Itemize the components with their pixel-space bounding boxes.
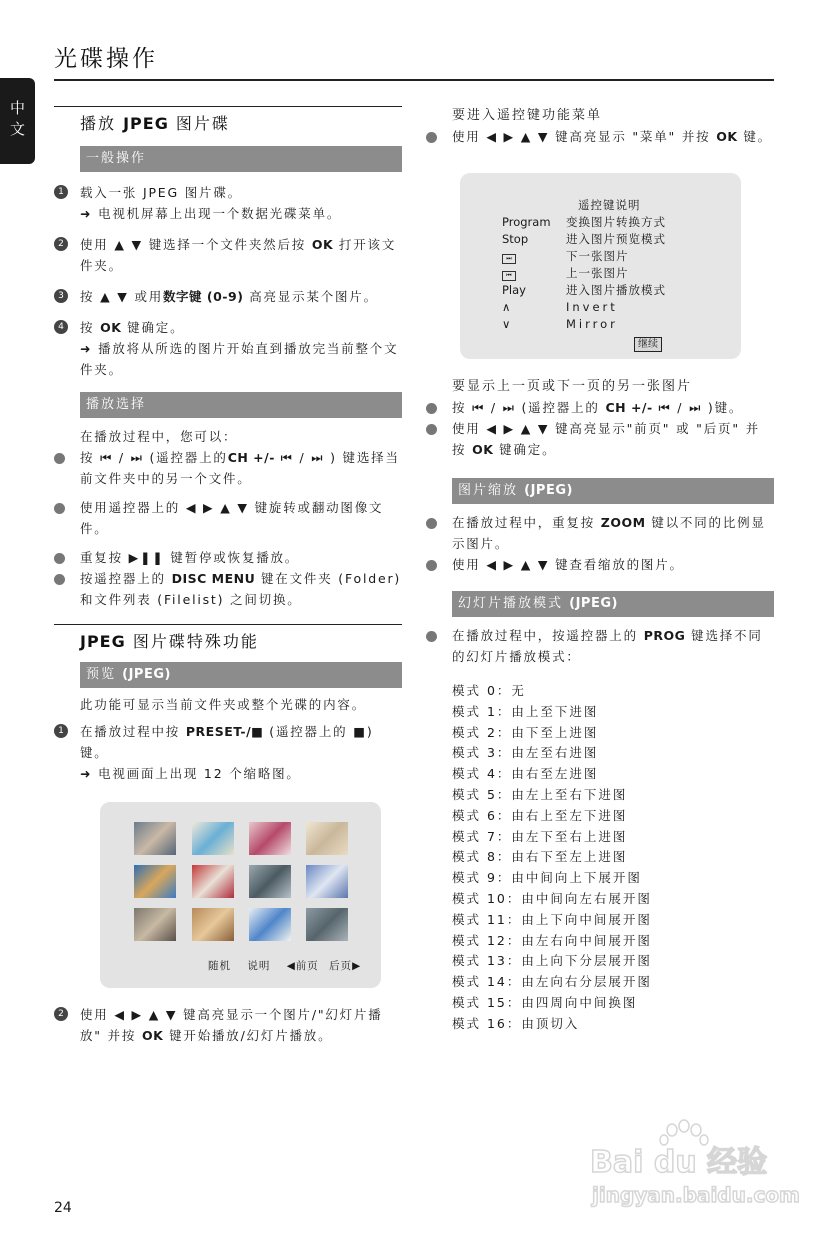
mode-item: 模式 10：由中间向左右展开图 — [452, 890, 652, 906]
random-label[interactable]: 随机 — [208, 960, 231, 972]
thumbnail-image — [192, 822, 234, 855]
bullet-zoom-view: 使用 ◀ ▶ ▲ ▼ 键查看缩放的图片。 — [426, 554, 774, 575]
mode-item: 模式 15：由四周向中间换图 — [452, 994, 638, 1010]
watermark-brand: Bai du 经验 — [590, 1145, 768, 1180]
bullet-zoom: 在播放过程中，重复按 ZOOM 键以不同的比例显示图片。 — [426, 512, 774, 554]
left-column — [54, 106, 402, 1046]
mode-item: 模式 3：由左至右进图 — [452, 745, 599, 761]
thumbnail-image — [249, 908, 291, 941]
thumbnail-image — [134, 865, 176, 898]
bullet-prev-next: 按 ⏮ / ⏭ (遥控器上的CH +/- ⏮ / ⏭ ) 键选择当前文件夹中的另一个文件。 — [54, 447, 402, 489]
menu-row: ∨ Mirror — [502, 317, 618, 331]
thumbnail-preview-screen — [100, 802, 381, 988]
playback-intro: 在播放过程中，您可以： — [80, 429, 238, 444]
thumbnail-image — [306, 822, 348, 855]
step-3: 3 按 ▲ ▼ 或用数字键 (0-9) 高亮显示某个图片。 — [54, 286, 402, 307]
menu-row: Play 进入图片播放模式 — [502, 283, 666, 297]
mode-item: 模式 5：由左上至右下进图 — [452, 786, 628, 802]
step-2: 2 使用 ▲ ▼ 键选择一个文件夹然后按 OK 打开该文件夹。 — [54, 234, 402, 276]
title-rule — [54, 79, 774, 81]
bar-general-operation: 一般操作 — [80, 146, 402, 172]
subheading-remote-menu: 要进入遥控键功能菜单 — [452, 108, 603, 123]
bullet-page-highlight: 使用 ◀ ▶ ▲ ▼ 键高亮显示"前页" 或 "后页" 并按 OK 键确定。 — [426, 418, 774, 460]
preview-step-1: 1 在播放过程中按 PRESET-/■ (遥控器上的 ■) 键。 ➜ 电视画面上出现 12 个缩略图。 — [54, 721, 402, 784]
mode-item: 模式 9：由中间向上下展开图 — [452, 870, 642, 886]
menu-title: 遥控键说明 — [578, 198, 641, 212]
bar-slideshow: 幻灯片播放模式 (JPEG) — [452, 591, 774, 617]
bar-preview: 预览 (JPEG) — [80, 662, 402, 688]
prev-page-label[interactable]: ◀前页 — [286, 960, 319, 972]
mode-item: 模式 14：由左向右分层展开图 — [452, 974, 652, 990]
mode-item: 模式 12：由左右向中间展开图 — [452, 932, 652, 948]
bullet-open-menu: 使用 ◀ ▶ ▲ ▼ 键高亮显示 "菜单" 并按 OK 键。 — [426, 126, 774, 147]
step-4: 4 按 OK 键确定。 ➜ 播放将从所选的图片开始直到播放完当前整个文件夹。 — [54, 317, 402, 380]
thumbnail-image — [134, 908, 176, 941]
next-page-label[interactable]: 后页▶ — [329, 960, 362, 972]
menu-row: ⏭ 下一张图片 — [502, 248, 629, 265]
mode-item: 模式 11：由上下向中间展开图 — [452, 911, 652, 927]
mode-item: 模式 8：由右下至左上进图 — [452, 849, 628, 865]
thumbnail-image — [306, 908, 348, 941]
bullet-rotate: 使用遥控器上的 ◀ ▶ ▲ ▼ 键旋转或翻动图像文件。 — [54, 497, 402, 539]
mode-item: 模式 1：由上至下进图 — [452, 703, 599, 719]
language-tab: 中文 — [0, 78, 35, 164]
preview-intro: 此功能可显示当前文件夹或整个光碟的内容。 — [80, 697, 367, 712]
page-title: 光碟操作 — [54, 46, 158, 72]
section-heading-special: JPEG 图片碟特殊功能 — [54, 624, 402, 658]
menu-row: ∧ Invert — [502, 300, 618, 314]
prev-key-icon: ⏮ — [502, 271, 516, 281]
mode-item: 模式 6：由右上至左下进图 — [452, 807, 628, 823]
menu-row: Stop 进入图片预览模式 — [502, 232, 666, 246]
mode-item: 模式 0：无 — [452, 683, 526, 698]
subheading-page-nav: 要显示上一页或下一页的另一张图片 — [452, 379, 693, 394]
step-1: 1 载入一张 JPEG 图片碟。 ➜ 电视机屏幕上出现一个数据光碟菜单。 — [54, 182, 402, 224]
thumbnail-image — [306, 865, 348, 898]
mode-item: 模式 2：由下至上进图 — [452, 724, 599, 740]
section-heading-jpeg-disc: 播放 JPEG 图片碟 — [54, 106, 402, 140]
thumbnail-nav-labels — [208, 958, 373, 973]
mode-item: 模式 16：由顶切入 — [452, 1015, 580, 1031]
thumbnail-image — [134, 822, 176, 855]
continue-button[interactable]: 继续 — [634, 337, 662, 352]
bullet-page-prev-next: 按 ⏮ / ⏭ (遥控器上的 CH +/- ⏮ / ⏭ )键。 — [426, 397, 774, 418]
menu-row: Program 变换图片转换方式 — [502, 215, 666, 229]
right-column — [426, 106, 774, 1035]
menu-row: ⏮ 上一张图片 — [502, 265, 629, 282]
bar-zoom: 图片缩放 (JPEG) — [452, 478, 774, 504]
slideshow-mode-list — [426, 681, 774, 1035]
remote-key-help-menu — [460, 173, 741, 359]
thumbnail-image — [192, 908, 234, 941]
bullet-pause: 重复按 ▶❚❚ 键暂停或恢复播放。 — [54, 547, 402, 568]
page-number: 24 — [54, 1200, 72, 1216]
watermark-url: jingyan.baidu.com — [592, 1183, 800, 1207]
help-label[interactable]: 说明 — [247, 960, 271, 972]
thumbnail-image — [192, 865, 234, 898]
preview-step-2: 2 使用 ◀ ▶ ▲ ▼ 键高亮显示一个图片/"幻灯片播放" 并按 OK 键开始播放/幻灯片播放。 — [54, 1004, 402, 1046]
bullet-slideshow: 在播放过程中，按遥控器上的 PROG 键选择不同的幻灯片播放模式： — [426, 625, 774, 667]
thumbnail-image — [249, 865, 291, 898]
mode-item: 模式 13：由上向下分层展开图 — [452, 953, 652, 969]
mode-item: 模式 4：由右至左进图 — [452, 766, 599, 782]
mode-item: 模式 7：由左下至右上进图 — [452, 828, 628, 844]
next-key-icon: ⏭ — [502, 254, 516, 264]
baidu-watermark-logo — [588, 1118, 800, 1210]
thumbnail-image — [249, 822, 291, 855]
bullet-disc-menu: 按遥控器上的 DISC MENU 键在文件夹 (Folder) 和文件列表 (Filelist) 之间切换。 — [54, 568, 402, 610]
bar-playback-options: 播放选择 — [80, 392, 402, 418]
